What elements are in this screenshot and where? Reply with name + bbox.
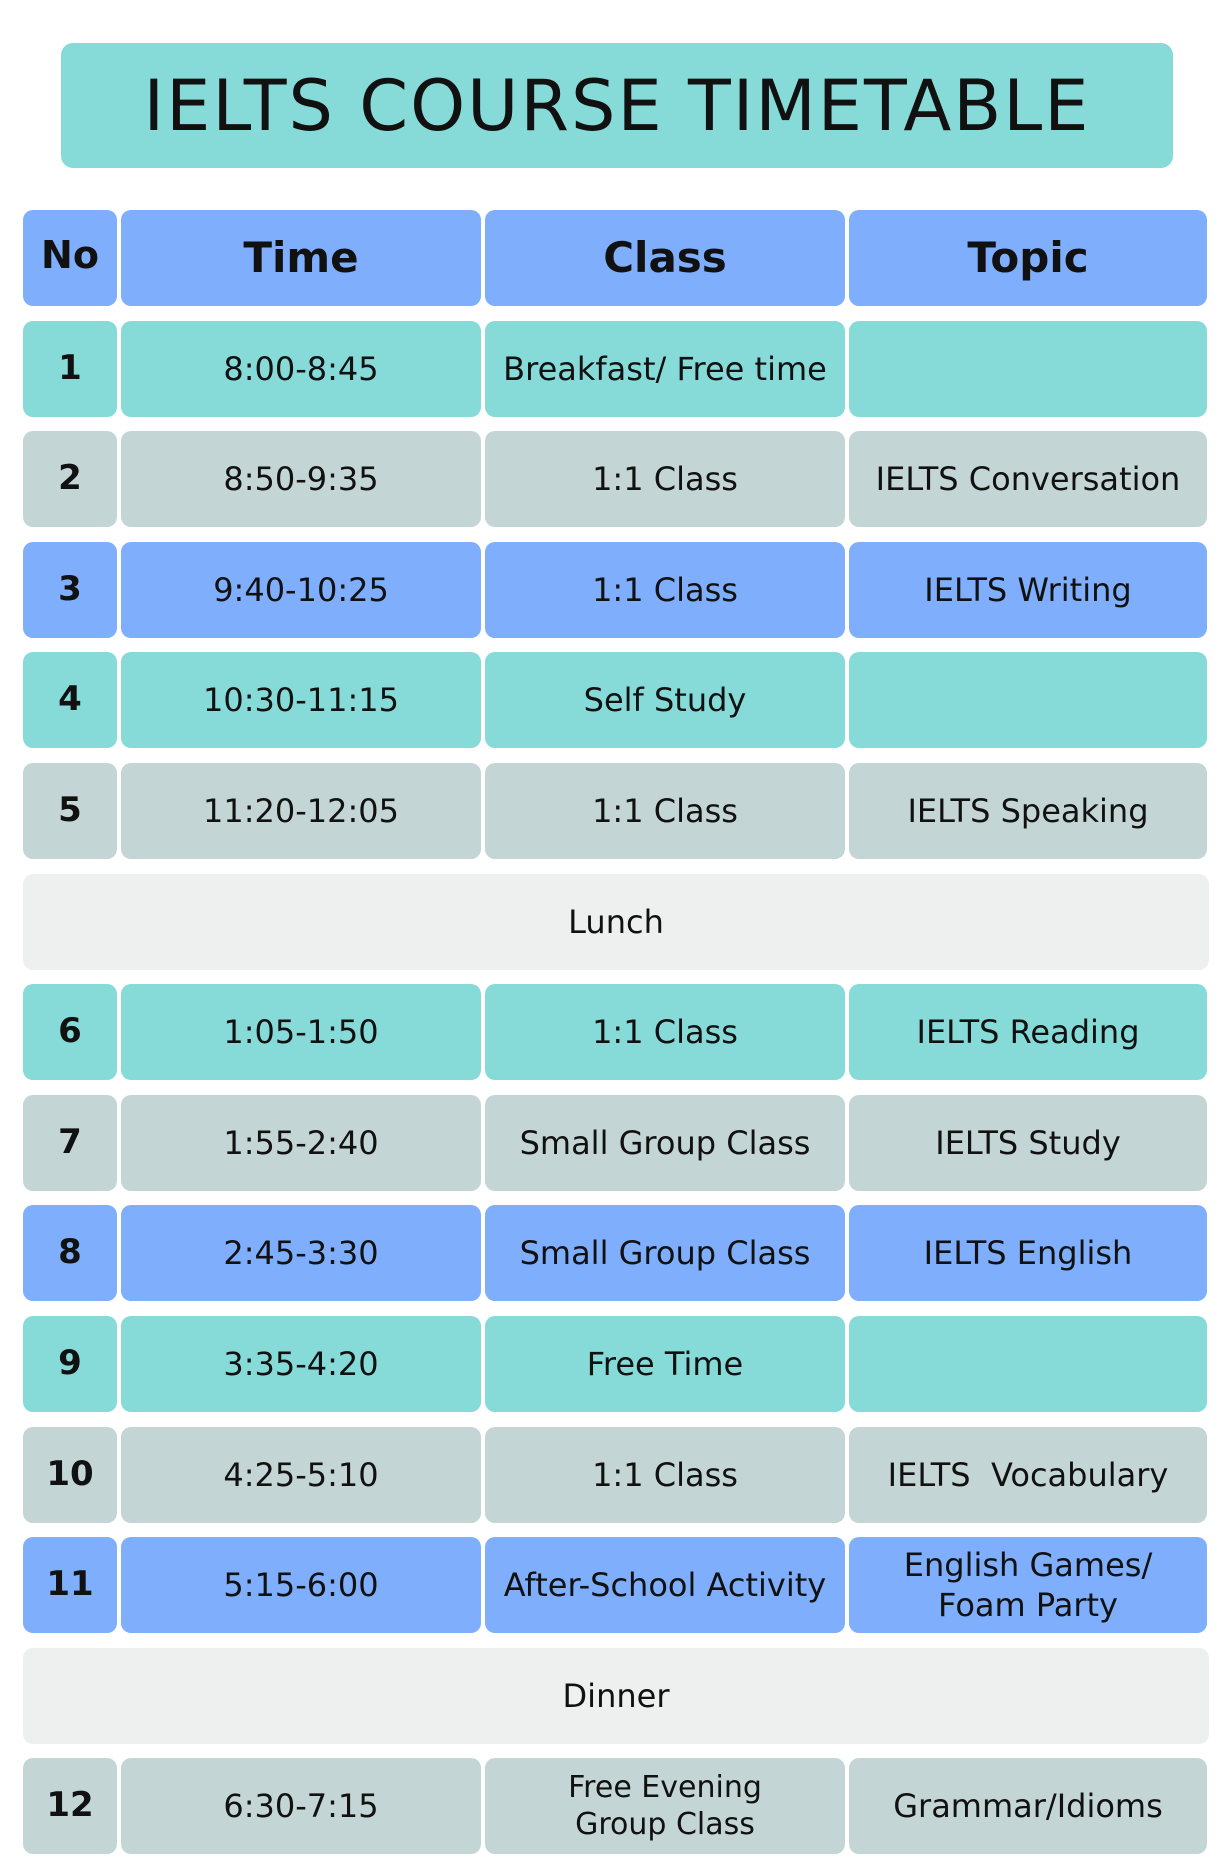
row-topic: IELTS Writing [849, 542, 1207, 638]
row-time: 3:35-4:20 [121, 1316, 481, 1412]
timetable [23, 210, 1209, 1869]
row-class: Free Evening Group Class [485, 1758, 845, 1854]
row-number: 7 [23, 1095, 117, 1191]
row-time: 2:45-3:30 [121, 1205, 481, 1301]
row-topic: IELTS Conversation [849, 431, 1207, 527]
row-time: 9:40-10:25 [121, 542, 481, 638]
row-topic [849, 1316, 1207, 1412]
page-title: IELTS COURSE TIMETABLE [143, 64, 1091, 147]
row-class: 1:1 Class [485, 1427, 845, 1523]
table-row [23, 763, 1209, 859]
row-class: Self Study [485, 652, 845, 748]
row-time: 8:50-9:35 [121, 431, 481, 527]
row-class: Free Time [485, 1316, 845, 1412]
row-time: 10:30-11:15 [121, 652, 481, 748]
header-class: Class [485, 210, 845, 306]
table-row [23, 431, 1209, 527]
table-row [23, 1537, 1209, 1633]
row-topic: IELTS Study [849, 1095, 1207, 1191]
row-topic: IELTS Reading [849, 984, 1207, 1080]
row-class: Small Group Class [485, 1205, 845, 1301]
row-number: 6 [23, 984, 117, 1080]
row-number: 9 [23, 1316, 117, 1412]
row-time: 4:25-5:10 [121, 1427, 481, 1523]
row-topic: IELTS Vocabulary [849, 1427, 1207, 1523]
table-row [23, 1205, 1209, 1301]
row-number: 12 [23, 1758, 117, 1854]
table-row [23, 1316, 1209, 1412]
row-time: 8:00-8:45 [121, 321, 481, 417]
table-row [23, 984, 1209, 1080]
row-class: 1:1 Class [485, 431, 845, 527]
row-class: 1:1 Class [485, 984, 845, 1080]
row-number: 3 [23, 542, 117, 638]
header-no: No [23, 210, 117, 306]
row-topic: IELTS Speaking [849, 763, 1207, 859]
row-number: 5 [23, 763, 117, 859]
row-class: After-School Activity [485, 1537, 845, 1633]
table-row [23, 321, 1209, 417]
dinner-break-row: Dinner [23, 1648, 1209, 1744]
lunch-break-row: Lunch [23, 874, 1209, 970]
row-class: Breakfast/ Free time [485, 321, 845, 417]
row-time: 5:15-6:00 [121, 1537, 481, 1633]
row-topic: IELTS English [849, 1205, 1207, 1301]
table-row [23, 652, 1209, 748]
table-row [23, 1095, 1209, 1191]
row-number: 11 [23, 1537, 117, 1633]
table-row [23, 542, 1209, 638]
row-number: 1 [23, 321, 117, 417]
title-banner [61, 43, 1173, 168]
row-class: Small Group Class [485, 1095, 845, 1191]
row-number: 2 [23, 431, 117, 527]
table-row [23, 1427, 1209, 1523]
row-topic: Grammar/Idioms [849, 1758, 1207, 1854]
row-time: 11:20-12:05 [121, 763, 481, 859]
row-number: 10 [23, 1427, 117, 1523]
row-time: 6:30-7:15 [121, 1758, 481, 1854]
header-time: Time [121, 210, 481, 306]
row-time: 1:05-1:50 [121, 984, 481, 1080]
row-time: 1:55-2:40 [121, 1095, 481, 1191]
row-topic [849, 321, 1207, 417]
row-number: 4 [23, 652, 117, 748]
table-header [23, 210, 1209, 306]
row-class: 1:1 Class [485, 763, 845, 859]
row-class: 1:1 Class [485, 542, 845, 638]
row-topic [849, 652, 1207, 748]
row-topic: English Games/ Foam Party [849, 1537, 1207, 1633]
header-topic: Topic [849, 210, 1207, 306]
table-row [23, 1758, 1209, 1854]
row-number: 8 [23, 1205, 117, 1301]
